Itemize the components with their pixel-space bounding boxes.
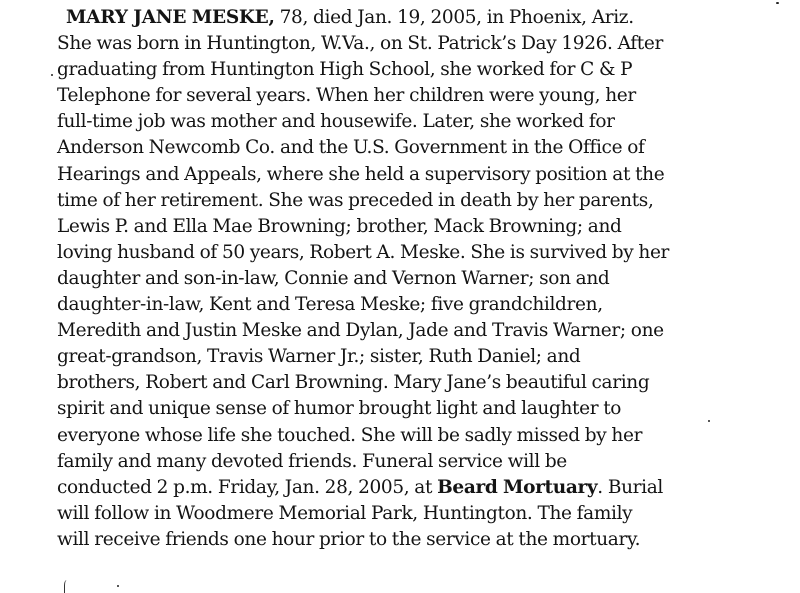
obituary-line: daughter and son-in-law, Connie and Vernon Warner; son and <box>57 267 610 289</box>
clipping-edge-mark <box>64 580 71 593</box>
obituary-line: great-grandson, Travis Warner Jr.; sister, Ruth Daniel; and <box>57 346 581 368</box>
obituary-line: Telephone for several years. When her children were young, her <box>57 85 636 107</box>
scan-speck <box>776 2 779 4</box>
scan-speck <box>51 74 53 76</box>
obituary-line: family and many devoted friends. Funeral service will be <box>57 450 567 472</box>
obituary-line: Hearings and Appeals, where she held a supervisory position at the <box>57 163 665 185</box>
obituary-line: time of her retirement. She was preceded in death by her parents, <box>57 189 654 211</box>
deceased-name: MARY JANE MESKE, <box>66 7 275 28</box>
obituary-line: daughter-in-law, Kent and Teresa Meske; five grandchildren, <box>57 294 603 316</box>
obituary-line: will receive friends one hour prior to the service at the mortuary. <box>57 528 641 550</box>
obituary-line: graduating from Huntington High School, she worked for C & P <box>57 59 633 81</box>
obituary-line: spirit and unique sense of humor brought light and laughter to <box>57 398 622 420</box>
obituary-line-1 <box>57 5 747 31</box>
obituary-line: full-time job was mother and housewife. Later, she worked for <box>57 111 615 133</box>
obituary-line: Meredith and Justin Meske and Dylan, Jade and Travis Warner; one <box>57 320 664 342</box>
obituary-line: Anderson Newcomb Co. and the U.S. Government in the Office of <box>57 137 645 159</box>
obituary-line: everyone whose life she touched. She will be sadly missed by her <box>57 424 643 446</box>
mortuary-name: Beard Mortuary <box>437 476 598 498</box>
obituary-line: Lewis P. and Ella Mae Browning; brother, Mack Browning; and <box>57 215 622 237</box>
obituary-line: loving husband of 50 years, Robert A. Meske. She is survived by her <box>57 241 670 263</box>
service-line-after: . Burial <box>597 476 663 498</box>
obituary-line: will follow in Woodmere Memorial Park, Huntington. The family <box>57 502 633 524</box>
service-line-before: conducted 2 p.m. Friday, Jan. 28, 2005, at <box>57 476 438 498</box>
scan-speck <box>117 585 119 587</box>
obituary-line: brothers, Robert and Carl Browning. Mary Jane’s beautiful caring <box>57 372 650 394</box>
obituary-line-1-rest: 78, died Jan. 19, 2005, in Phoenix, Ariz. <box>274 7 634 28</box>
obituary-text <box>57 5 747 553</box>
obituary-line: She was born in Huntington, W.Va., on St. Patrick’s Day 1926. After <box>57 33 663 55</box>
service-line <box>57 475 747 501</box>
scan-speck <box>708 420 710 422</box>
